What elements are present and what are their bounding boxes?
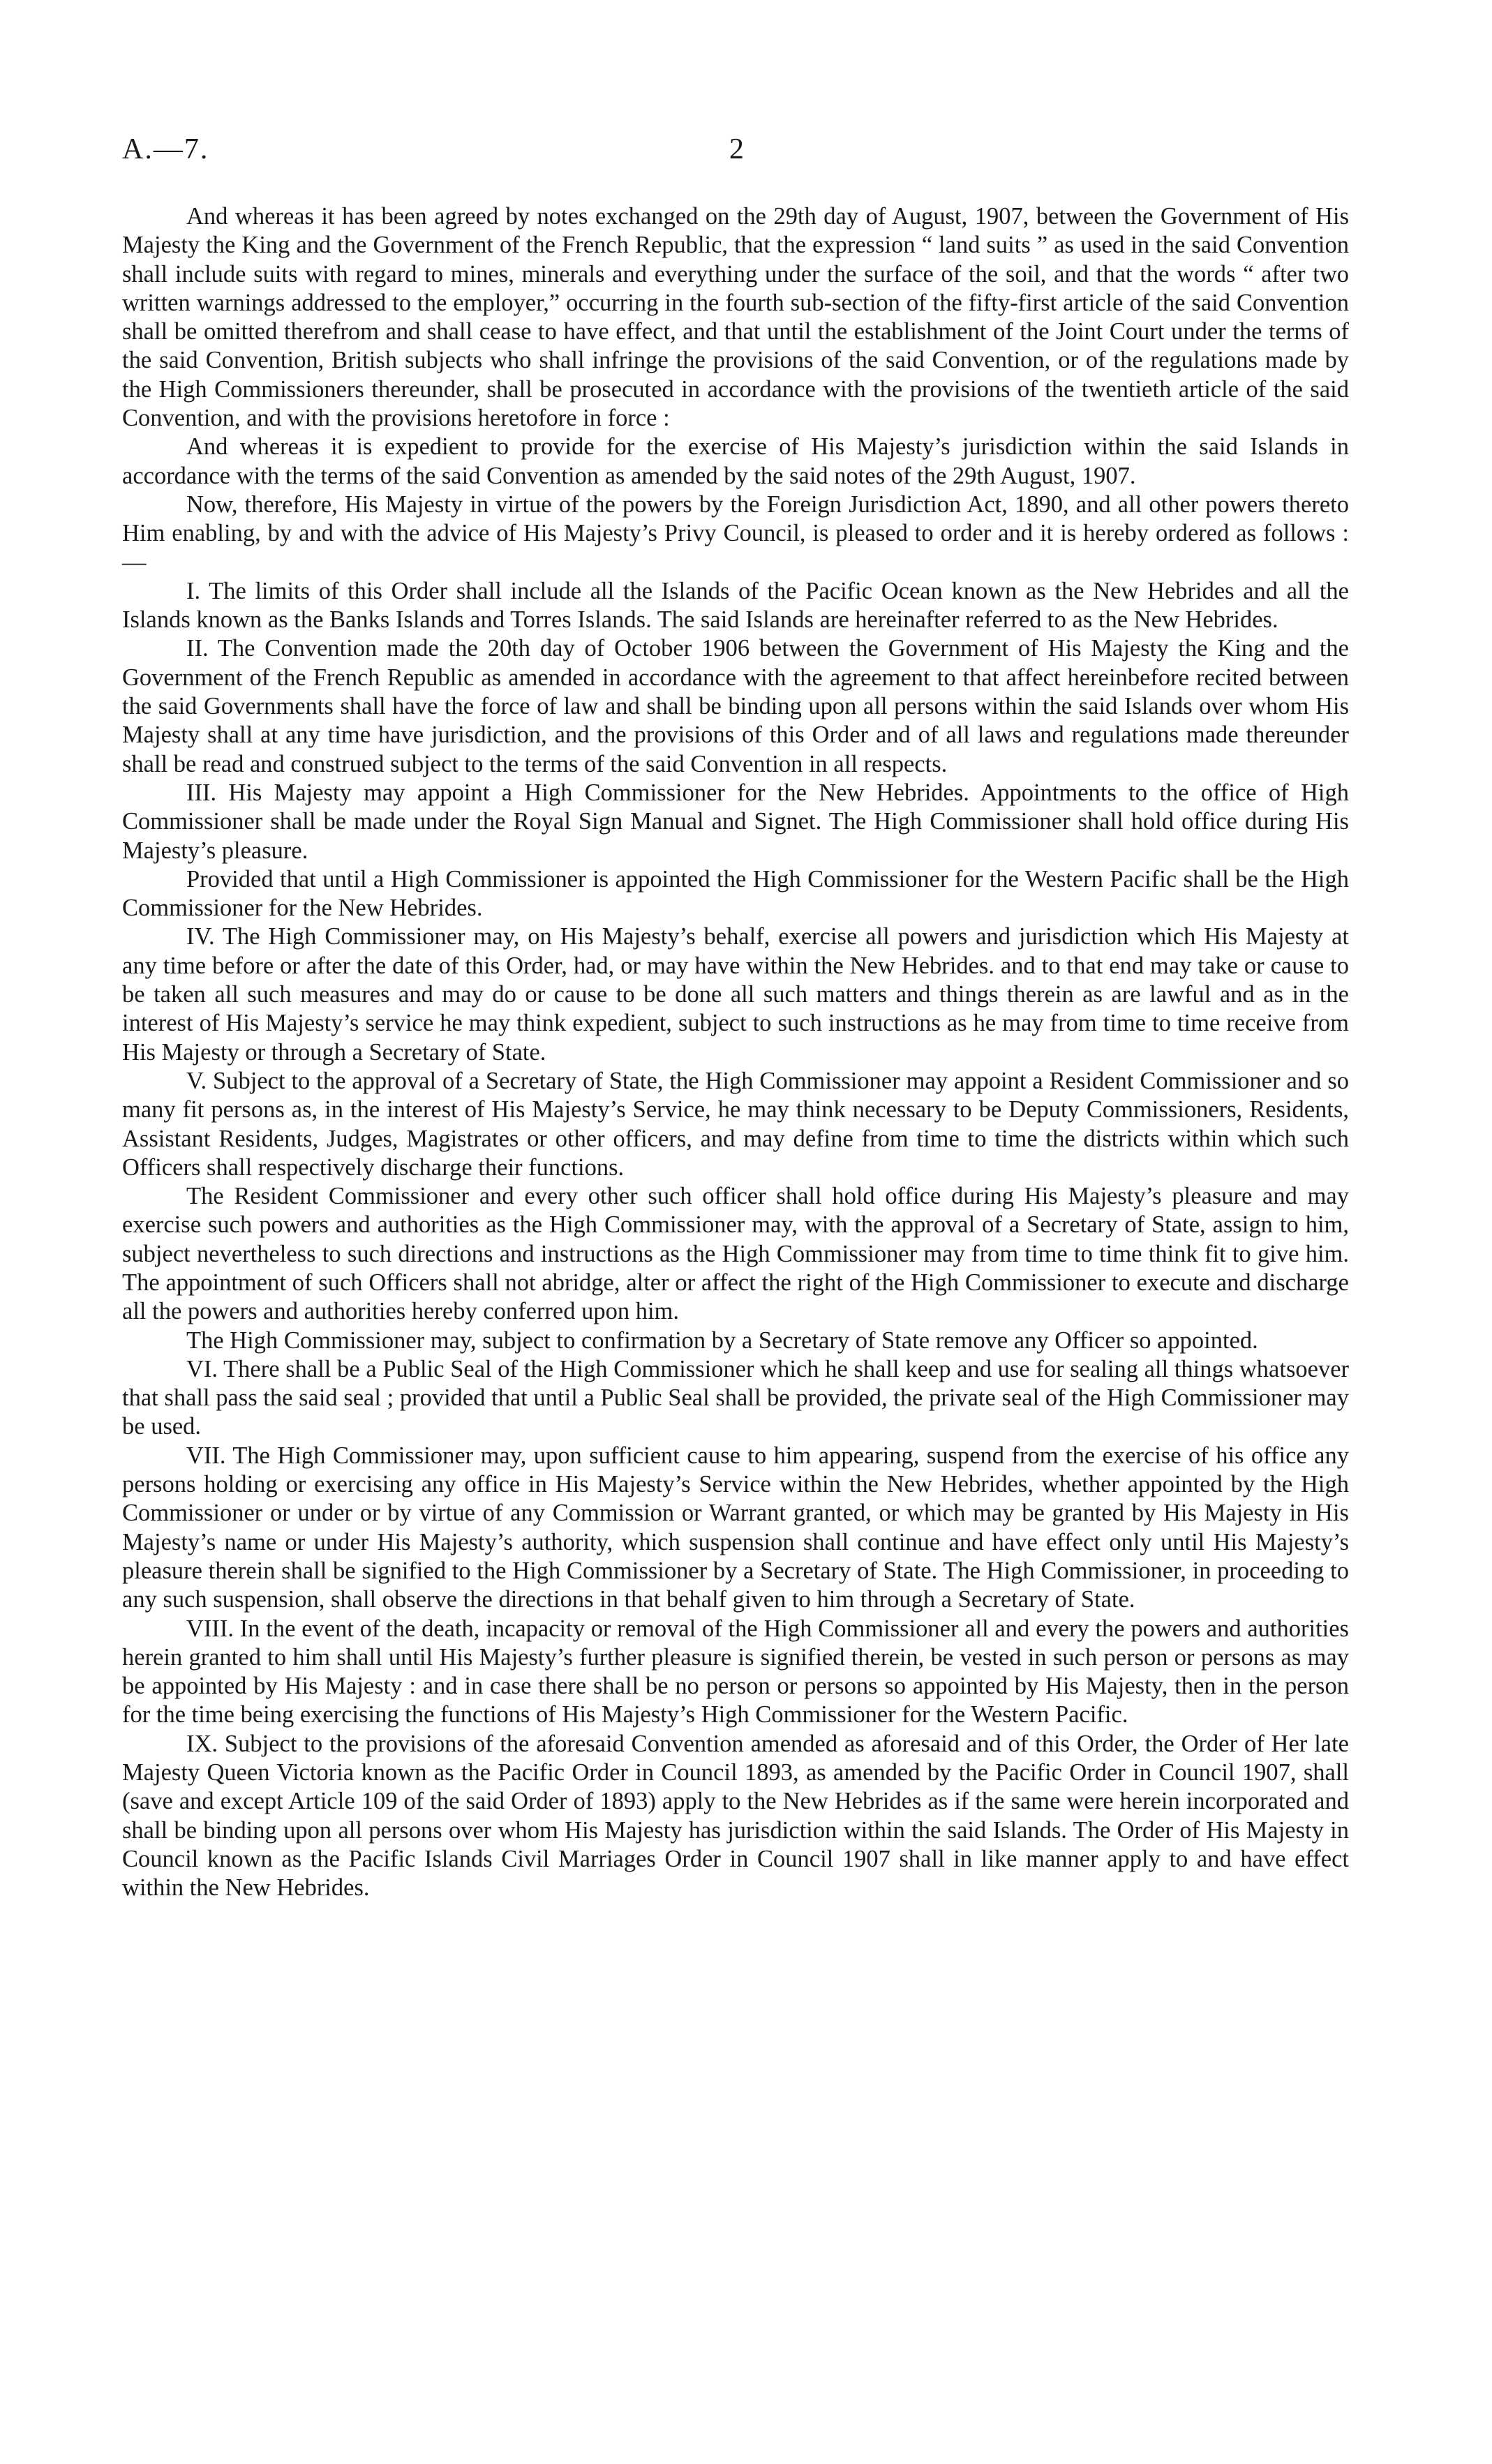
paragraph-recital-land-suits: And whereas it has been agreed by notes exchanged on the 29th day of August, 1907, between the Government of His Majesty the King and the Government of the French Republic, that the expression “ land suits ” as used in the said Convention shall include suits with regard to mines, minerals and everything under the surface of the soil, and that the words “ after two written warnings addressed to the employer,” occurring in the fourth sub-section of the fifty-first article of the said Convention shall be omitted therefrom and shall cease to have effect, and that until the establishment of the Joint Court under the terms of the said Convention, British subjects who shall infringe the provisions of the said Convention, or of the regulations made by the High Commissioners thereunder, shall be prosecuted in accordance with the provisions of the twentieth article of the said Convention, and with the provisions heretofore in force : — [122, 203, 1349, 432]
document-body — [122, 202, 1349, 1903]
page-number: 2 — [729, 133, 744, 165]
paragraph-article-7: VII. The High Commissioner may, upon sufficient cause to him appearing, suspend from the exercise of his office any persons holding or exercising any office in His Majesty’s Service within the New Hebrides, whether appointed by the High Commissioner or under or by virtue of any Commission or Warrant granted, or which may be granted by His Majesty in His Majesty’s name or under His Majesty’s authority, which suspension shall continue and have effect only until His Majesty’s pleasure therein shall be signified to the High Commissioner by a Secretary of State. The High Commissioner, in proceeding to any such suspension, shall observe the directions in that behalf given to him through a Secretary of State. — [122, 1442, 1349, 1613]
paragraph-article-8: VIII. In the event of the death, incapacity or removal of the High Commissioner all and every the powers and authorities herein granted to him shall until His Majesty’s further pleasure is signified therein, be vested in such person or persons as may be appointed by His Majesty : and in case there shall be no person or persons so appointed by His Majesty, then in the person for the time being exercising the functions of His Majesty’s High Commissioner for the Western Pacific. — [122, 1615, 1349, 1728]
paragraph-article-5: V. Subject to the approval of a Secretary of State, the High Commissioner may appoint a Resident Commissioner and so many fit persons as, in the interest of His Majesty’s Service, he may think necessary to be Deputy Commissioners, Residents, Assistant Residents, Judges, Magistrates or other officers, and may define from time to time the districts within which such Officers shall respectively discharge their functions. — [122, 1067, 1349, 1181]
paragraph-article-9: IX. Subject to the provisions of the aforesaid Convention amended as aforesaid and of this Order, the Order of Her late Majesty Queen Victoria known as the Pacific Order in Council 1893, as amended by the Pacific Order in Council 1907, shall (save and except Article 109 of the said Order of 1893) apply to the New Hebrides as if the same were herein incorporated and shall be binding upon all persons over whom His Majesty has jurisdiction within the said Islands. The Order of His Majesty in Council known as the Pacific Islands Civil Marriages Order in Council 1907 shall in like manner apply to and have effect within the New Hebrides. — [122, 1730, 1349, 1902]
paragraph-enacting-clause: Now, therefore, His Majesty in virtue of the powers by the Foreign Jurisdiction Act, 1890, and all other powers thereto Him enabling, by and with the advice of His Majesty’s Privy Council, is pleased to order and it is hereby ordered as follows :— — [122, 491, 1349, 576]
document-reference: A.—7. — [122, 133, 209, 165]
paragraph-article-2: II. The Convention made the 20th day of October 1906 between the Government of His Majesty the King and the Government of the French Republic as amended in accordance with the agreement to that affect hereinbefore recited between the said Governments shall have the force of law and shall be binding upon all persons within the said Islands over whom His Majesty shall at any time have jurisdiction, and the provisions of this Order and of all laws and regulations made thereunder shall be read and construed subject to the terms of the said Convention in all respects. — [122, 635, 1349, 777]
paragraph-article-6: VI. There shall be a Public Seal of the High Commissioner which he shall keep and use for sealing all things whatsoever that shall pass the said seal ; provided that until a Public Seal shall be provided, the private seal of the High Commissioner may be used. — [122, 1355, 1349, 1440]
paragraph-article-1: I. The limits of this Order shall include all the Islands of the Pacific Ocean known as the New Hebrides and all the Islands known as the Banks Islands and Torres Islands. The said Islands are hereinafter referred to as the New Hebrides. — [122, 577, 1349, 634]
paragraph-article-4: IV. The High Commissioner may, on His Majesty’s behalf, exercise all powers and jurisdiction which His Majesty at any time before or after the date of this Order, had, or may have within the New Hebrides. and to that end may take or cause to be taken all such measures and may do or cause to be done all such matters and things therein as are lawful and as in the interest of His Majesty’s service he may think expedient, subject to such instructions as he may from time to time receive from His Majesty or through a Secretary of State. — [122, 923, 1349, 1066]
paragraph-article-5-removal: The High Commissioner may, subject to confirmation by a Secretary of State remove any Officer so appointed. — [186, 1327, 1258, 1354]
page-header — [122, 133, 1347, 174]
paragraph-article-3: III. His Majesty may appoint a High Commissioner for the New Hebrides. Appointments to the office of High Commissioner shall be made under the Royal Sign Manual and Signet. The High Commissioner shall hold office during His Majesty’s pleasure. — [122, 779, 1349, 864]
paragraph-recital-jurisdiction: And whereas it is expedient to provide for the exercise of His Majesty’s jurisdiction within the said Islands in accordance with the terms of the said Convention as amended by the said notes of the 29th August, 1907. — [122, 433, 1349, 489]
paragraph-article-5-officers: The Resident Commissioner and every other such officer shall hold office during His Majesty’s pleasure and may exercise such powers and authorities as the High Commissioner may, with the approval of a Secretary of State, assign to him, subject nevertheless to such directions and instructions as the High Commissioner may from time to time think fit to give him. The appointment of such Officers shall not abridge, alter or affect the right of the High Commissioner to execute and discharge all the powers and authorities hereby conferred upon him. — [122, 1183, 1349, 1325]
paragraph-article-3-proviso: Provided that until a High Commissioner is appointed the High Commissioner for the Western Pacific shall be the High Commissioner for the New Hebrides. — [122, 865, 1349, 922]
